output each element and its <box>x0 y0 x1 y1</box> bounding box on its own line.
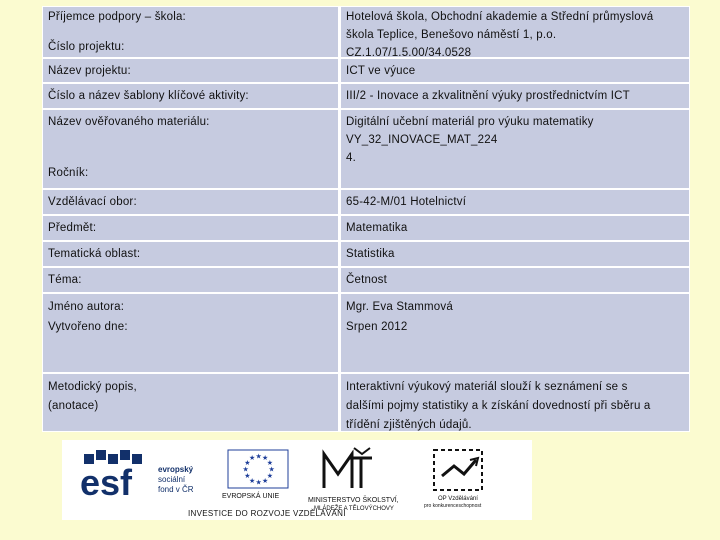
op-vk-logo <box>424 450 482 509</box>
label-cell <box>43 216 338 240</box>
value-recipient-line2: škola Teplice, Benešovo náměstí 1, p.o. <box>346 29 557 41</box>
value-cell <box>341 190 689 214</box>
value-project-name: ICT ve výuce <box>346 65 416 77</box>
label-template: Číslo a název šablony klíčové aktivity: <box>48 90 249 102</box>
table-row <box>42 374 690 431</box>
eu-star-icon: ★ <box>262 476 269 485</box>
label-subject: Předmět: <box>48 222 97 234</box>
funding-logos-banner <box>62 440 532 520</box>
esf-caption-3: fond v ČR <box>158 485 194 494</box>
value-cell <box>341 216 689 240</box>
value-cell <box>341 59 689 82</box>
label-cell <box>43 242 338 266</box>
value-cell <box>341 84 689 108</box>
value-author: Mgr. Eva Stammová <box>346 301 453 313</box>
value-cell <box>341 7 689 57</box>
value-template: III/2 - Inovace a zkvalitnění výuky prostřednictvím ICT <box>346 90 630 102</box>
label-method-line2: (anotace) <box>48 400 99 412</box>
eu-star-icon: ★ <box>255 452 262 461</box>
eu-star-icon: ★ <box>249 476 256 485</box>
label-cell <box>43 110 338 188</box>
msmt-logo <box>308 448 399 512</box>
value-topic-area: Statistika <box>346 248 395 260</box>
table-row <box>42 190 690 214</box>
label-grade: Ročník: <box>48 167 89 179</box>
eu-star-icon: ★ <box>266 459 274 467</box>
label-created: Vytvořeno dne: <box>48 321 128 333</box>
msmt-caption-1: MINISTERSTVO ŠKOLSTVÍ, <box>308 497 399 504</box>
label-material-name: Název ověřovaného materiálu: <box>48 116 210 128</box>
value-field: 65-42-M/01 Hotelnictví <box>346 196 467 208</box>
table-row <box>42 110 690 188</box>
value-theme: Četnost <box>346 274 388 286</box>
label-recipient: Příjemce podpory – škola: <box>48 11 186 23</box>
label-project-number: Číslo projektu: <box>48 41 125 53</box>
eu-caption: EVROPSKÁ UNIE <box>222 493 280 500</box>
esf-mark: esf <box>80 462 133 503</box>
esf-caption-2: sociální <box>158 475 186 484</box>
value-cell <box>341 110 689 188</box>
label-cell <box>43 59 338 82</box>
label-author: Jméno autora: <box>48 301 125 313</box>
eu-star-icon: ★ <box>268 465 275 474</box>
label-project-name: Název projektu: <box>48 65 131 77</box>
eu-star-icon: ★ <box>244 472 251 480</box>
value-material-code: VY_32_INOVACE_MAT_224 <box>346 134 498 146</box>
value-created: Srpen 2012 <box>346 321 408 333</box>
eu-star-icon: ★ <box>266 472 274 480</box>
eu-star-icon: ★ <box>242 465 249 474</box>
value-cell <box>341 268 689 292</box>
eu-star-icon: ★ <box>249 454 256 463</box>
label-cell <box>43 374 338 431</box>
eu-star-icon: ★ <box>244 459 251 467</box>
label-topic-area: Tematická oblast: <box>48 248 141 260</box>
value-method-line3: třídění zjištěných údajů. <box>346 419 472 431</box>
label-cell <box>43 7 338 57</box>
label-cell <box>43 294 338 372</box>
motto-text: INVESTICE DO ROZVOJE VZDĚLÁVÁNÍ <box>188 509 346 518</box>
eu-star-icon: ★ <box>262 454 269 463</box>
project-info-table <box>42 6 690 432</box>
value-method-line1: Interaktivní výukový materiál slouží k seznámení se s <box>346 381 628 393</box>
value-recipient-line1: Hotelová škola, Obchodní akademie a Střední průmyslová <box>346 11 654 23</box>
table-row <box>42 242 690 266</box>
value-material-name: Digitální učební materiál pro výuku matematiky <box>346 116 594 128</box>
esf-logo <box>80 450 194 503</box>
value-cell <box>341 294 689 372</box>
label-cell <box>43 190 338 214</box>
label-theme: Téma: <box>48 274 82 286</box>
value-grade: 4. <box>346 152 356 164</box>
table-row <box>42 216 690 240</box>
table-row <box>42 84 690 108</box>
table-row <box>42 294 690 372</box>
eu-flag-icon <box>222 450 288 500</box>
label-cell <box>43 84 338 108</box>
table-row <box>42 59 690 82</box>
label-cell <box>43 268 338 292</box>
eu-star-icon: ★ <box>255 478 262 487</box>
value-cell <box>341 374 689 431</box>
table-row <box>42 268 690 292</box>
value-subject: Matematika <box>346 222 408 234</box>
msmt-caption-2: MLÁDEŽE A TĚLOVÝCHOVY <box>314 506 394 512</box>
esf-caption-1: evropský <box>158 465 194 474</box>
label-method-line1: Metodický popis, <box>48 381 137 393</box>
op-caption-1: OP Vzdělávání <box>438 496 478 502</box>
logos-svg <box>62 440 532 520</box>
label-field: Vzdělávací obor: <box>48 196 137 208</box>
value-method-line2: dalšími pojmy statistiky a k získání dovedností při sběru a <box>346 400 651 412</box>
value-project-number: CZ.1.07/1.5.00/34.0528 <box>346 47 472 57</box>
table-row <box>42 7 690 57</box>
op-caption-2: pro konkurenceschopnost <box>424 503 482 509</box>
value-cell <box>341 242 689 266</box>
